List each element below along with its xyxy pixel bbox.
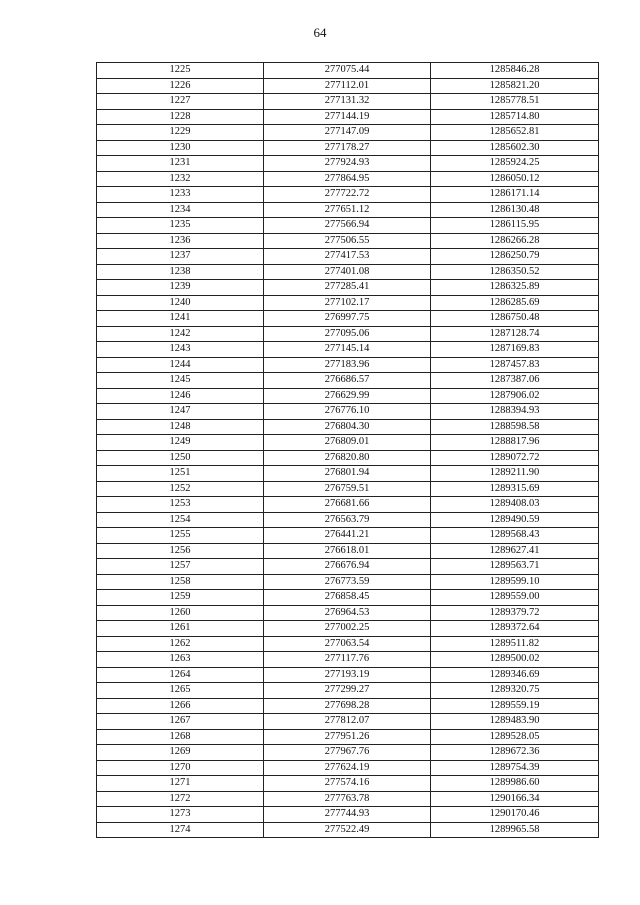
y-coordinate-cell: 1287906.02: [431, 388, 599, 404]
table-row: [97, 760, 599, 776]
x-coordinate-cell: 277574.16: [264, 776, 431, 792]
x-coordinate-cell: 277812.07: [264, 714, 431, 730]
x-coordinate-cell: 277924.93: [264, 156, 431, 172]
table-row: [97, 156, 599, 172]
y-coordinate-cell: 1290166.34: [431, 791, 599, 807]
table-row: [97, 264, 599, 280]
x-coordinate-cell: 276629.99: [264, 388, 431, 404]
table-row: [97, 528, 599, 544]
point-number-cell: 1259: [97, 590, 264, 606]
table-row: [97, 450, 599, 466]
table-row: [97, 543, 599, 559]
table-row: [97, 791, 599, 807]
table-row: [97, 822, 599, 838]
x-coordinate-cell: 277698.28: [264, 698, 431, 714]
y-coordinate-cell: 1289559.19: [431, 698, 599, 714]
table-row: [97, 621, 599, 637]
table-row: [97, 78, 599, 94]
y-coordinate-cell: 1289500.02: [431, 652, 599, 668]
x-coordinate-cell: 276618.01: [264, 543, 431, 559]
table-row: [97, 357, 599, 373]
point-number-cell: 1235: [97, 218, 264, 234]
table-row: [97, 249, 599, 265]
table-row: [97, 574, 599, 590]
y-coordinate-cell: 1287169.83: [431, 342, 599, 358]
point-number-cell: 1258: [97, 574, 264, 590]
x-coordinate-cell: 277651.12: [264, 202, 431, 218]
y-coordinate-cell: 1286050.12: [431, 171, 599, 187]
point-number-cell: 1232: [97, 171, 264, 187]
point-number-cell: 1243: [97, 342, 264, 358]
point-number-cell: 1233: [97, 187, 264, 203]
x-coordinate-cell: 276441.21: [264, 528, 431, 544]
point-number-cell: 1227: [97, 94, 264, 110]
y-coordinate-cell: 1286250.79: [431, 249, 599, 265]
point-number-cell: 1245: [97, 373, 264, 389]
y-coordinate-cell: 1289672.36: [431, 745, 599, 761]
point-number-cell: 1248: [97, 419, 264, 435]
table-row: [97, 140, 599, 156]
x-coordinate-cell: 277522.49: [264, 822, 431, 838]
y-coordinate-cell: 1289379.72: [431, 605, 599, 621]
table-row: [97, 481, 599, 497]
y-coordinate-cell: 1289528.05: [431, 729, 599, 745]
point-number-cell: 1229: [97, 125, 264, 141]
table-row: [97, 218, 599, 234]
point-number-cell: 1234: [97, 202, 264, 218]
x-coordinate-cell: 277763.78: [264, 791, 431, 807]
table-row: [97, 171, 599, 187]
table-row: [97, 326, 599, 342]
x-coordinate-cell: 277075.44: [264, 63, 431, 79]
x-coordinate-cell: 277722.72: [264, 187, 431, 203]
x-coordinate-cell: 277117.76: [264, 652, 431, 668]
table-row: [97, 667, 599, 683]
table-row: [97, 683, 599, 699]
table-row: [97, 497, 599, 513]
point-number-cell: 1244: [97, 357, 264, 373]
point-number-cell: 1247: [97, 404, 264, 420]
table-row: [97, 388, 599, 404]
x-coordinate-cell: 277401.08: [264, 264, 431, 280]
table-row: [97, 125, 599, 141]
x-coordinate-cell: 276686.57: [264, 373, 431, 389]
y-coordinate-cell: 1288598.58: [431, 419, 599, 435]
point-number-cell: 1271: [97, 776, 264, 792]
table-row: [97, 94, 599, 110]
x-coordinate-cell: 277967.76: [264, 745, 431, 761]
y-coordinate-cell: 1286325.89: [431, 280, 599, 296]
x-coordinate-cell: 277063.54: [264, 636, 431, 652]
point-number-cell: 1264: [97, 667, 264, 683]
point-number-cell: 1263: [97, 652, 264, 668]
x-coordinate-cell: 276858.45: [264, 590, 431, 606]
point-number-cell: 1261: [97, 621, 264, 637]
point-number-cell: 1237: [97, 249, 264, 265]
x-coordinate-cell: 277131.32: [264, 94, 431, 110]
point-number-cell: 1273: [97, 807, 264, 823]
y-coordinate-cell: 1285778.51: [431, 94, 599, 110]
coordinates-table-body: [97, 63, 599, 838]
y-coordinate-cell: 1289372.64: [431, 621, 599, 637]
y-coordinate-cell: 1289346.69: [431, 667, 599, 683]
y-coordinate-cell: 1286266.28: [431, 233, 599, 249]
y-coordinate-cell: 1287457.83: [431, 357, 599, 373]
point-number-cell: 1252: [97, 481, 264, 497]
point-number-cell: 1231: [97, 156, 264, 172]
point-number-cell: 1274: [97, 822, 264, 838]
x-coordinate-cell: 277002.25: [264, 621, 431, 637]
point-number-cell: 1265: [97, 683, 264, 699]
x-coordinate-cell: 277145.14: [264, 342, 431, 358]
table-row: [97, 311, 599, 327]
point-number-cell: 1238: [97, 264, 264, 280]
table-row: [97, 776, 599, 792]
point-number-cell: 1239: [97, 280, 264, 296]
table-row: [97, 559, 599, 575]
y-coordinate-cell: 1288394.93: [431, 404, 599, 420]
table-row: [97, 109, 599, 125]
y-coordinate-cell: 1286350.52: [431, 264, 599, 280]
point-number-cell: 1246: [97, 388, 264, 404]
y-coordinate-cell: 1289965.58: [431, 822, 599, 838]
point-number-cell: 1250: [97, 450, 264, 466]
x-coordinate-cell: 277744.93: [264, 807, 431, 823]
table-row: [97, 295, 599, 311]
point-number-cell: 1251: [97, 466, 264, 482]
x-coordinate-cell: 276820.80: [264, 450, 431, 466]
table-row: [97, 590, 599, 606]
x-coordinate-cell: 277624.19: [264, 760, 431, 776]
table-row: [97, 605, 599, 621]
table-row: [97, 419, 599, 435]
y-coordinate-cell: 1287128.74: [431, 326, 599, 342]
x-coordinate-cell: 277147.09: [264, 125, 431, 141]
table-row: [97, 435, 599, 451]
x-coordinate-cell: 276773.59: [264, 574, 431, 590]
point-number-cell: 1272: [97, 791, 264, 807]
point-number-cell: 1266: [97, 698, 264, 714]
point-number-cell: 1225: [97, 63, 264, 79]
y-coordinate-cell: 1289754.39: [431, 760, 599, 776]
point-number-cell: 1255: [97, 528, 264, 544]
y-coordinate-cell: 1285652.81: [431, 125, 599, 141]
x-coordinate-cell: 277299.27: [264, 683, 431, 699]
point-number-cell: 1268: [97, 729, 264, 745]
x-coordinate-cell: 277178.27: [264, 140, 431, 156]
table-row: [97, 404, 599, 420]
y-coordinate-cell: 1286750.48: [431, 311, 599, 327]
point-number-cell: 1260: [97, 605, 264, 621]
table-row: [97, 807, 599, 823]
x-coordinate-cell: 277112.01: [264, 78, 431, 94]
y-coordinate-cell: 1287387.06: [431, 373, 599, 389]
point-number-cell: 1270: [97, 760, 264, 776]
x-coordinate-cell: 277193.19: [264, 667, 431, 683]
table-row: [97, 373, 599, 389]
x-coordinate-cell: 276676.94: [264, 559, 431, 575]
y-coordinate-cell: 1285846.28: [431, 63, 599, 79]
point-number-cell: 1262: [97, 636, 264, 652]
point-number-cell: 1230: [97, 140, 264, 156]
y-coordinate-cell: 1289986.60: [431, 776, 599, 792]
y-coordinate-cell: 1286115.95: [431, 218, 599, 234]
x-coordinate-cell: 277566.94: [264, 218, 431, 234]
y-coordinate-cell: 1289072.72: [431, 450, 599, 466]
table-row: [97, 63, 599, 79]
y-coordinate-cell: 1289563.71: [431, 559, 599, 575]
table-row: [97, 187, 599, 203]
table-row: [97, 652, 599, 668]
x-coordinate-cell: 276681.66: [264, 497, 431, 513]
point-number-cell: 1256: [97, 543, 264, 559]
point-number-cell: 1236: [97, 233, 264, 249]
y-coordinate-cell: 1285821.20: [431, 78, 599, 94]
y-coordinate-cell: 1289490.59: [431, 512, 599, 528]
table-row: [97, 466, 599, 482]
table-row: [97, 729, 599, 745]
x-coordinate-cell: 277144.19: [264, 109, 431, 125]
y-coordinate-cell: 1289568.43: [431, 528, 599, 544]
point-number-cell: 1240: [97, 295, 264, 311]
point-number-cell: 1257: [97, 559, 264, 575]
y-coordinate-cell: 1286171.14: [431, 187, 599, 203]
y-coordinate-cell: 1289211.90: [431, 466, 599, 482]
point-number-cell: 1242: [97, 326, 264, 342]
table-row: [97, 714, 599, 730]
y-coordinate-cell: 1285602.30: [431, 140, 599, 156]
x-coordinate-cell: 277095.06: [264, 326, 431, 342]
x-coordinate-cell: 276809.01: [264, 435, 431, 451]
y-coordinate-cell: 1289511.82: [431, 636, 599, 652]
y-coordinate-cell: 1285714.80: [431, 109, 599, 125]
x-coordinate-cell: 277417.53: [264, 249, 431, 265]
table-row: [97, 745, 599, 761]
y-coordinate-cell: 1289599.10: [431, 574, 599, 590]
y-coordinate-cell: 1285924.25: [431, 156, 599, 172]
point-number-cell: 1267: [97, 714, 264, 730]
point-number-cell: 1226: [97, 78, 264, 94]
x-coordinate-cell: 276804.30: [264, 419, 431, 435]
x-coordinate-cell: 277951.26: [264, 729, 431, 745]
y-coordinate-cell: 1289315.69: [431, 481, 599, 497]
point-number-cell: 1241: [97, 311, 264, 327]
x-coordinate-cell: 277102.17: [264, 295, 431, 311]
y-coordinate-cell: 1286130.48: [431, 202, 599, 218]
point-number-cell: 1249: [97, 435, 264, 451]
x-coordinate-cell: 277506.55: [264, 233, 431, 249]
x-coordinate-cell: 276776.10: [264, 404, 431, 420]
page-number: 64: [313, 25, 327, 40]
point-number-cell: 1269: [97, 745, 264, 761]
y-coordinate-cell: 1289627.41: [431, 543, 599, 559]
table-row: [97, 342, 599, 358]
x-coordinate-cell: 277864.95: [264, 171, 431, 187]
x-coordinate-cell: 276563.79: [264, 512, 431, 528]
table-row: [97, 233, 599, 249]
point-number-cell: 1254: [97, 512, 264, 528]
y-coordinate-cell: 1288817.96: [431, 435, 599, 451]
x-coordinate-cell: 277285.41: [264, 280, 431, 296]
x-coordinate-cell: 276997.75: [264, 311, 431, 327]
x-coordinate-cell: 276759.51: [264, 481, 431, 497]
table-row: [97, 698, 599, 714]
y-coordinate-cell: 1289408.03: [431, 497, 599, 513]
x-coordinate-cell: 276964.53: [264, 605, 431, 621]
x-coordinate-cell: 276801.94: [264, 466, 431, 482]
table-row: [97, 636, 599, 652]
y-coordinate-cell: 1290170.46: [431, 807, 599, 823]
x-coordinate-cell: 277183.96: [264, 357, 431, 373]
y-coordinate-cell: 1289320.75: [431, 683, 599, 699]
y-coordinate-cell: 1289559.00: [431, 590, 599, 606]
coordinates-table: [96, 62, 599, 838]
point-number-cell: 1253: [97, 497, 264, 513]
y-coordinate-cell: 1286285.69: [431, 295, 599, 311]
table-row: [97, 202, 599, 218]
table-row: [97, 512, 599, 528]
point-number-cell: 1228: [97, 109, 264, 125]
y-coordinate-cell: 1289483.90: [431, 714, 599, 730]
table-row: [97, 280, 599, 296]
